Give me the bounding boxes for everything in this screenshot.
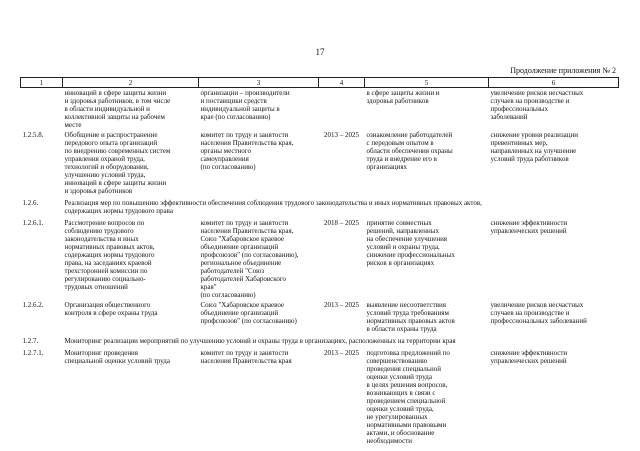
table-body <box>21 88 619 447</box>
years-cell: 2018 – 2025 <box>324 219 359 227</box>
header-col-2: 2 <box>63 78 199 88</box>
result-cell: ознакомление работодателей с передовым опытом в области обеспечения охраны труда и внедрение его в организациях <box>366 131 453 171</box>
effect-cell: снижение эффективности управленческих решений <box>490 349 568 365</box>
row-number: 1.2.5.8. <box>22 131 44 139</box>
section-title: Мониторинг реализации мероприятий по улучшению условий и охраны труда в организациях, расположенных на территории края <box>64 337 456 345</box>
measure-cell: Обобщение и распространение передового опыта организаций по внедрению современных систем управления охраной труда, технологий и оборудования, улучшению условий труда, инноваций в сфере защиты жизни и здоровья работников <box>64 131 171 195</box>
executors-cell: Союз "Хабаровское краевое объединение организаций профсоюзов" (по согласованию) <box>200 301 297 325</box>
section-number: 1.2.7. <box>22 337 39 345</box>
measure-cell: Организация общественного контроля в сфере охраны труда <box>64 301 158 317</box>
effect-cell: снижение эффективности управленческих решений <box>490 219 568 235</box>
section-row <box>21 334 619 348</box>
years-cell: 2013 – 2025 <box>324 131 359 139</box>
executors-cell: комитет по труду и занятости населения Правительства края, Союз "Хабаровское краевое объединение организаций профсоюзов" (по согласованию), региональное объединение работодателей "Союз работодателей Хабаровского края" (по согласованию) <box>200 219 299 299</box>
executors-cell: комитет по труду и занятости населения Правительства края <box>200 349 292 365</box>
header-col-6: 6 <box>489 78 619 88</box>
years-cell: 2013 – 2025 <box>324 301 359 309</box>
years-cell: 2013 – 2025 <box>324 349 359 357</box>
row-number: 1.2.6.1. <box>22 219 44 227</box>
program-table <box>20 77 619 446</box>
header-col-4: 4 <box>319 78 365 88</box>
table-row <box>21 88 619 131</box>
table-row <box>21 218 619 300</box>
appendix-label: Продолжение приложения № 2 <box>510 66 616 75</box>
measure-cell: инноваций в сфере защиты жизни и здоровья работников, в том числе в области индивидуальной и коллективной защиты на рабочем месте <box>64 89 171 129</box>
table-row <box>21 348 619 446</box>
years-cell <box>319 88 365 131</box>
row-number: 1.2.6.2. <box>22 301 44 309</box>
result-cell: в сфере защиты жизни и здоровья работников <box>366 89 440 105</box>
row-number <box>21 88 63 131</box>
section-number: 1.2.6. <box>22 199 39 207</box>
measure-cell: Мониторинг проведения специальной оценки условий труда <box>64 349 170 365</box>
effect-cell: увеличение рисков несчастных случаев на производстве и профессиональных заболеваний <box>490 301 587 325</box>
section-title: Реализация мер по повышению эффективности обеспечения соблюдения трудового законодательства и иных нормативных правовых актов, содержащих нормы трудового права <box>64 199 482 215</box>
result-cell: выявление несоответствия условий труда требованиям нормативных правовых актов в области охраны труда <box>366 301 455 333</box>
result-cell: принятие совместных решений, направленных на обеспечение улучшения условий и охраны труда, снижение профессиональных рисков в организациях <box>366 219 455 267</box>
header-col-5: 5 <box>365 78 489 88</box>
effect-cell: снижение уровня реализации превентивных мер, направленных на улучшение условий труда работников <box>490 131 579 163</box>
executors-cell: комитет по труду и занятости населения Правительства края, органы местного самоуправления (по согласованию) <box>200 131 294 171</box>
page-number: 17 <box>315 47 325 57</box>
row-number: 1.2.7.1. <box>22 349 44 357</box>
measure-cell: Рассмотрение вопросов по соблюдению трудового законодательства и иных нормативных правовых актов, содержащих нормы трудового права, на заседаниях краевой трехсторонней комиссии по регулированию социально- трудовых отношений <box>64 219 155 291</box>
table-row <box>21 300 619 334</box>
executors-cell: организации – производители и поставщики средств индивидуальной защиты в крае (по согласованию) <box>200 89 290 121</box>
section-row <box>21 196 619 218</box>
effect-cell: увеличение рисков несчастных случаев на производстве и профессиональных заболеваний <box>490 89 584 121</box>
header-col-3: 3 <box>199 78 319 88</box>
header-row <box>21 78 619 88</box>
header-col-1: 1 <box>21 78 63 88</box>
table-row <box>21 130 619 196</box>
result-cell: подготовка предложений по совершенствованию проведения специальной оценки условий труда в целях решения вопросов, возникающих в связи с проведением специальной оценки условий труда, не урегулированных нормативными правовыми актами, и обоснование необходимости <box>366 349 450 445</box>
